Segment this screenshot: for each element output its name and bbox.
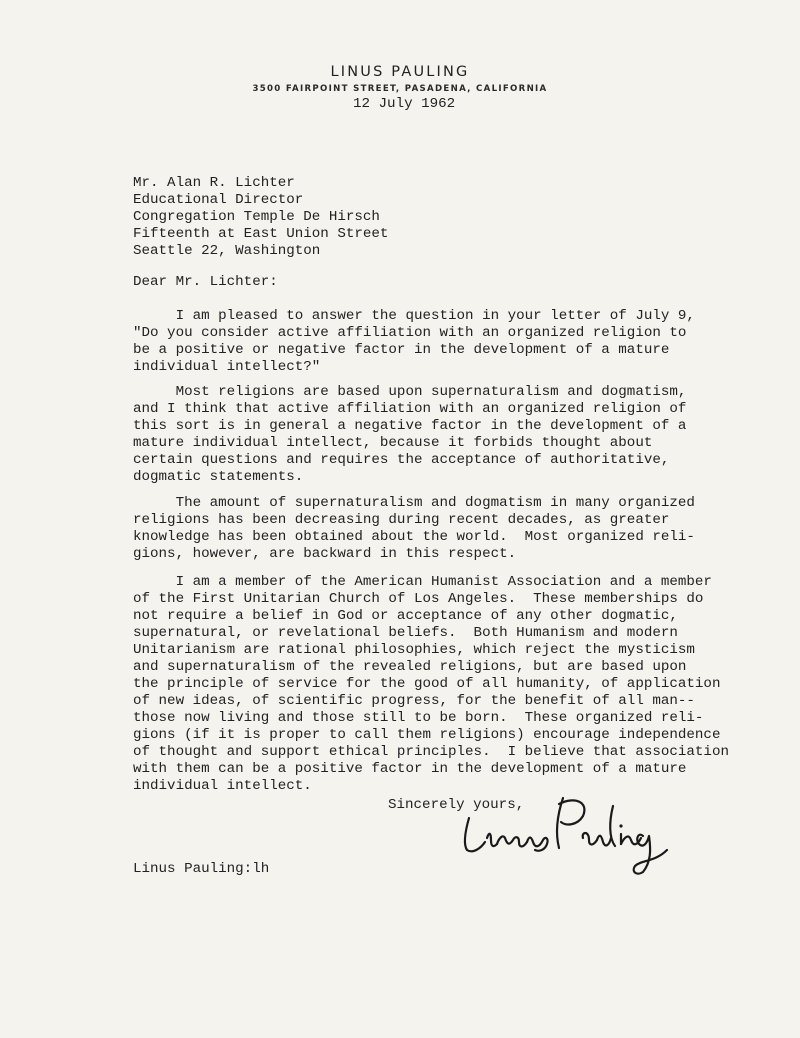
letterhead-name: LINUS PAULING <box>330 64 470 80</box>
letterhead-address: 3500 FAIRPOINT STREET, PASADENA, CALIFORNIA <box>252 84 548 94</box>
letter-date: 12 July 1962 <box>353 96 456 112</box>
paragraph-line: dogmatic statements. <box>133 469 304 485</box>
paragraph-line: of thought and support ethical principles. I believe that association <box>133 744 729 760</box>
paragraph-line: be a positive or negative factor in the development of a mature <box>133 342 670 358</box>
reference-initials: Linus Pauling:lh <box>133 861 270 877</box>
paragraph-line: Unitarianism are rational philosophies, which reject the mysticism <box>133 642 695 658</box>
recipient-address <box>133 175 388 260</box>
body-paragraph <box>133 574 729 795</box>
salutation: Dear Mr. Lichter: <box>133 274 278 290</box>
paragraph-line: The amount of supernaturalism and dogmatism in many organized <box>133 495 695 511</box>
paragraph-line: Most religions are based upon supernaturalism and dogmatism, <box>133 384 687 400</box>
paragraph-line: individual intellect?" <box>133 359 321 375</box>
paragraph-line: individual intellect. <box>133 778 312 794</box>
closing: Sincerely yours, <box>388 797 525 813</box>
body-paragraph <box>133 384 686 486</box>
recipient-line: Mr. Alan R. Lichter <box>133 175 295 191</box>
paragraph-line: gions, however, are backward in this respect. <box>133 546 517 562</box>
recipient-line: Congregation Temple De Hirsch <box>133 209 380 225</box>
recipient-line: Seattle 22, Washington <box>133 243 321 259</box>
paragraph-line: with them can be a positive factor in the development of a mature <box>133 761 687 777</box>
paragraph-line: "Do you consider active affiliation with an organized religion to <box>133 325 687 341</box>
recipient-line: Educational Director <box>133 192 304 208</box>
paragraph-line: religions has been decreasing during recent decades, as greater <box>133 512 670 528</box>
recipient-line: Fifteenth at East Union Street <box>133 226 389 242</box>
paragraph-line: I am a member of the American Humanist Association and a member <box>133 574 712 590</box>
paragraph-line: knowledge has been obtained about the world. Most organized reli- <box>133 529 695 545</box>
paragraph-line: those now living and those still to be born. These organized reli- <box>133 710 704 726</box>
paragraph-line: gions (if it is proper to call them religions) encourage independence <box>133 727 721 743</box>
paragraph-line: mature individual intellect, because it forbids thought about <box>133 435 653 451</box>
paragraph-line: certain questions and requires the acceptance of authoritative, <box>133 452 670 468</box>
paragraph-line: and I think that active affiliation with an organized religion of <box>133 401 687 417</box>
paragraph-line: the principle of service for the good of all humanity, of application <box>133 676 721 692</box>
paragraph-line: not require a belief in God or acceptance of any other dogmatic, <box>133 608 678 624</box>
paragraph-line: and supernaturalism of the revealed religions, but are based upon <box>133 659 687 675</box>
paragraph-line: I am pleased to answer the question in your letter of July 9, <box>133 308 695 324</box>
body-paragraph <box>133 495 695 563</box>
paragraph-line: of the First Unitarian Church of Los Angeles. These memberships do <box>133 591 704 607</box>
paragraph-line: of new ideas, of scientific progress, for the benefit of all man-- <box>133 693 695 709</box>
body-paragraph <box>133 308 695 376</box>
signature <box>455 788 695 880</box>
paragraph-line: supernatural, or revelational beliefs. Both Humanism and modern <box>133 625 678 641</box>
paragraph-line: this sort is in general a negative factor in the development of a <box>133 418 687 434</box>
